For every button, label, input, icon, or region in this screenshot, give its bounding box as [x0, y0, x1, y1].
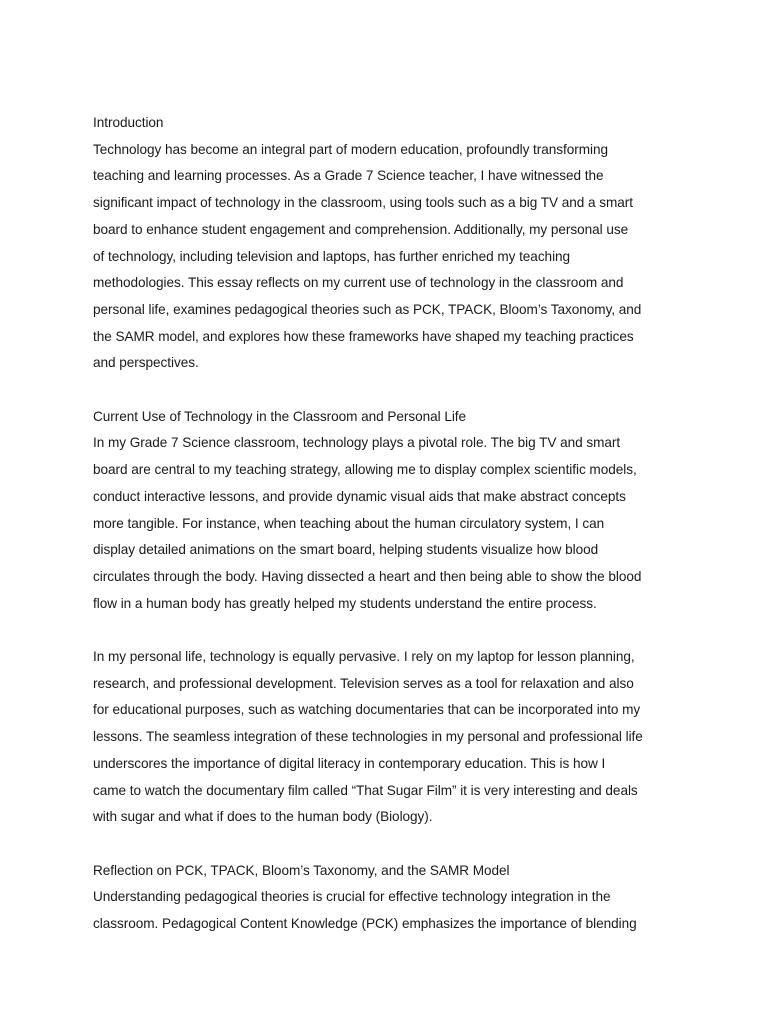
text-line: Understanding pedagogical theories is crucial for effective technology integration in the: [93, 889, 611, 905]
text-line: classroom. Pedagogical Content Knowledge (PCK) emphasizes the importance of blending: [93, 916, 637, 932]
section-reflection: [93, 858, 683, 938]
text-line: conduct interactive lessons, and provide dynamic visual aids that make abstract concepts: [93, 488, 626, 504]
section-current-use: [93, 404, 683, 831]
text-line: methodologies. This essay reflects on my current use of technology in the classroom and: [93, 275, 624, 291]
paragraph-personal-use: [93, 644, 683, 831]
section-introduction: [93, 110, 683, 377]
text-line: flow in a human body has greatly helped my students understand the entire process.: [93, 595, 597, 611]
text-line: In my personal life, technology is equally pervasive. I rely on my laptop for lesson planning,: [93, 649, 635, 665]
text-line: board are central to my teaching strategy, allowing me to display complex scientific models,: [93, 462, 637, 478]
text-line: with sugar and what if does to the human body (Biology).: [93, 809, 433, 825]
essay-body: [93, 110, 683, 938]
paragraph-spacer: [93, 617, 683, 644]
paragraph-spacer: [93, 377, 683, 404]
paragraph-introduction: [93, 137, 683, 377]
text-line: for educational purposes, such as watching documentaries that can be incorporated into my: [93, 702, 641, 718]
paragraph-classroom-use: [93, 430, 683, 617]
text-line: In my Grade 7 Science classroom, technology plays a pivotal role. The big TV and smart: [93, 435, 621, 451]
text-line: circulates through the body. Having dissected a heart and then being able to show the blood: [93, 568, 642, 584]
text-line: of technology, including television and laptops, has further enriched my teaching: [93, 248, 571, 264]
text-line: came to watch the documentary film called “That Sugar Film” it is very interesting and deals: [93, 782, 638, 798]
section-heading-reflection: Reflection on PCK, TPACK, Bloom’s Taxonomy, and the SAMR Model: [93, 862, 510, 878]
text-line: and perspectives.: [93, 355, 199, 371]
text-line: the SAMR model, and explores how these frameworks have shaped my teaching practices: [93, 328, 634, 344]
text-line: lessons. The seamless integration of these technologies in my personal and professional life: [93, 729, 643, 745]
text-line: personal life, examines pedagogical theories such as PCK, TPACK, Bloom’s Taxonomy, and: [93, 301, 642, 317]
section-heading-current-use: Current Use of Technology in the Classroom and Personal Life: [93, 408, 467, 424]
section-heading-introduction: Introduction: [93, 115, 164, 130]
text-line: significant impact of technology in the classroom, using tools such as a big TV and a smart: [93, 195, 633, 211]
text-line: research, and professional development. Television serves as a tool for relaxation and also: [93, 675, 634, 691]
text-line: Technology has become an integral part of modern education, profoundly transforming: [93, 141, 608, 157]
paragraph-reflection: [93, 884, 683, 937]
text-line: teaching and learning processes. As a Grade 7 Science teacher, I have witnessed the: [93, 168, 604, 184]
text-line: underscores the importance of digital literacy in contemporary education. This is how I: [93, 755, 606, 771]
text-line: display detailed animations on the smart board, helping students visualize how blood: [93, 542, 599, 558]
text-line: board to enhance student engagement and comprehension. Additionally, my personal use: [93, 221, 629, 237]
text-line: more tangible. For instance, when teaching about the human circulatory system, I can: [93, 515, 605, 531]
paragraph-spacer: [93, 831, 683, 858]
